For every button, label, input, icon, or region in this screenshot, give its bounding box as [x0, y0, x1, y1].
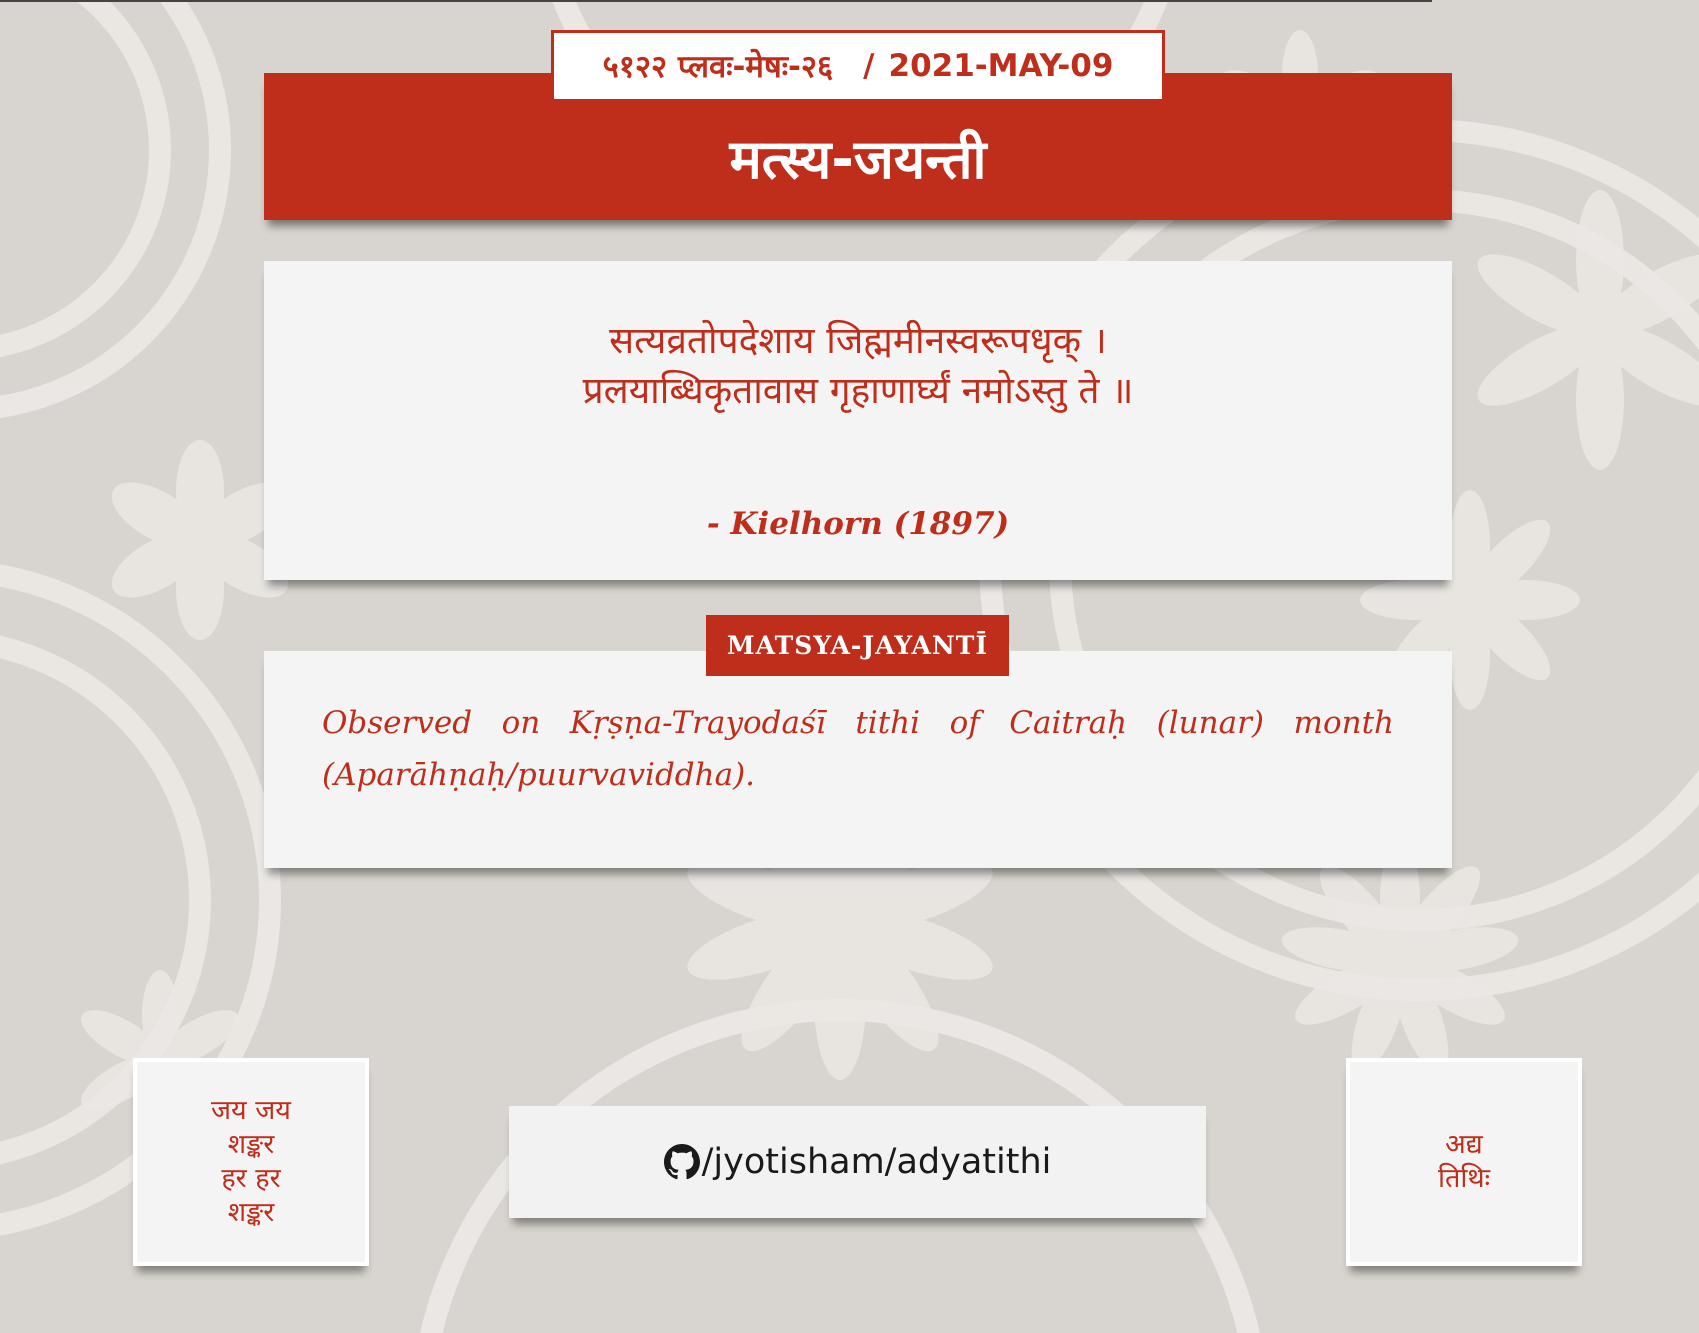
- github-icon: [664, 1144, 700, 1180]
- description-card: [264, 651, 1452, 868]
- left-chant-box: [133, 1058, 369, 1266]
- left-chant-line: हर हर: [221, 1163, 281, 1194]
- github-text[interactable]: /jyotisham/adyatithi: [701, 1142, 1052, 1182]
- right-tithi-line: अद्य: [1445, 1129, 1483, 1160]
- date-separator: /: [863, 48, 875, 84]
- left-chant-line: शङ्कर: [227, 1197, 275, 1228]
- right-tithi-line: तिथिः: [1437, 1163, 1491, 1194]
- right-tithi-box: [1346, 1058, 1582, 1266]
- date-native: ५१२२ प्लवः-मेषः-२६: [602, 49, 834, 85]
- page-title: मत्स्य-जयन्ती: [729, 128, 987, 191]
- github-link[interactable]: [509, 1106, 1206, 1218]
- verse-card: [264, 261, 1452, 580]
- description-tag: MATSYA-JAYANTĪ: [706, 615, 1009, 676]
- verse-line-2: प्रलयाब्धिकृतावास गृहाणार्घ्यं नमोऽस्तु ते ॥: [582, 369, 1134, 412]
- date-gregorian: 2021-MAY-09: [888, 48, 1114, 84]
- date-box: [551, 30, 1165, 102]
- description-text: Observed on Kṛṣṇa-Trayodaśī tithi of Caitraḥ (lunar) month (Aparāhṇaḥ/puurvaviddha).: [322, 705, 1394, 793]
- verse-line-1: सत्यव्रतोपदेशाय जिह्ममीनस्वरूपधृक् ।: [609, 319, 1107, 362]
- left-chant-line: जय जय: [211, 1095, 291, 1126]
- left-chant-line: शङ्कर: [227, 1129, 275, 1160]
- top-divider: [0, 0, 1432, 2]
- verse-author: - Kielhorn (1897): [706, 506, 1010, 542]
